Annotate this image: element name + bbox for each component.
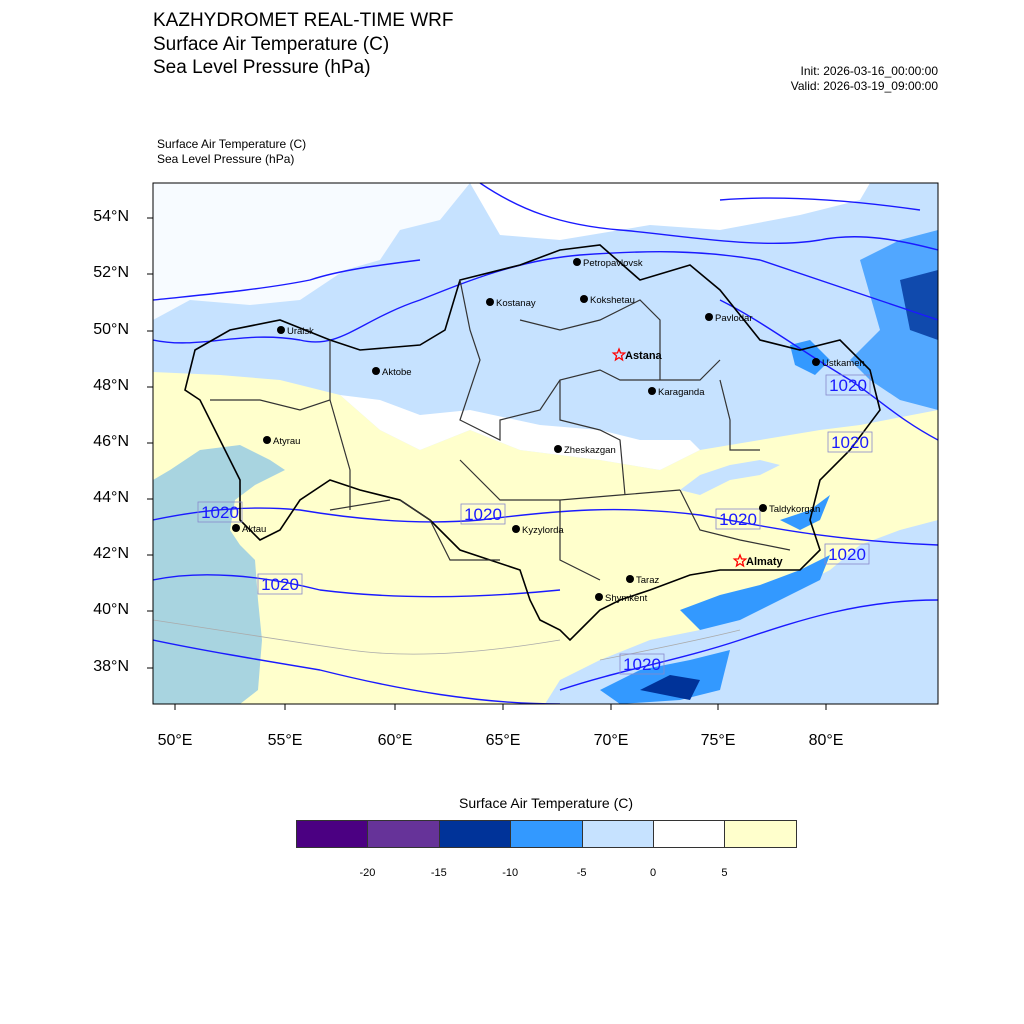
longitude-label: 55°E	[267, 732, 303, 749]
isobar-label	[198, 502, 242, 522]
colorbar-tick-label: -20	[359, 867, 376, 879]
figure-title: KAZHYDROMET REAL-TIME WRF	[153, 10, 454, 31]
city-marker-zheskazgan	[554, 445, 616, 456]
subtitle-pressure: Sea Level Pressure (hPa)	[157, 152, 295, 166]
svg-text:Astana: Astana	[625, 350, 662, 362]
svg-text:Atyrau: Atyrau	[273, 436, 301, 447]
colorbar-tick-label: 0	[649, 867, 657, 879]
svg-text:Aktobe: Aktobe	[382, 367, 412, 378]
colorbar-bin	[582, 820, 654, 848]
svg-text:Zheskazgan: Zheskazgan	[564, 445, 616, 456]
colorbar-tick-label: -5	[576, 867, 587, 879]
svg-text:Taldykorgan: Taldykorgan	[769, 504, 821, 515]
colorbar-tick-label: -10	[502, 867, 519, 879]
svg-text:1020: 1020	[828, 545, 866, 564]
longitude-label: 65°E	[485, 732, 521, 749]
svg-text:Taraz: Taraz	[636, 575, 660, 586]
city-marker-taldykorgan	[759, 504, 820, 515]
init-time: Init: 2026-03-16_00:00:00	[800, 64, 938, 78]
isobar-label	[461, 504, 505, 524]
svg-text:Shymkent: Shymkent	[605, 593, 648, 604]
svg-text:1020: 1020	[829, 376, 867, 395]
isobar-label	[825, 544, 869, 564]
valid-time: Valid: 2026-03-19_09:00:00	[790, 79, 938, 93]
longitude-label: 70°E	[593, 732, 629, 749]
latitude-label: 50°N	[93, 321, 129, 338]
longitude-label: 80°E	[808, 732, 844, 749]
latitude-label: 42°N	[93, 545, 129, 562]
latitude-label: 40°N	[93, 601, 129, 618]
colorbar-bin	[510, 820, 582, 848]
colorbar-tick-label: 5	[721, 867, 728, 879]
isobar-label	[258, 574, 302, 594]
svg-text:Pavlodar: Pavlodar	[715, 313, 753, 324]
latitude-label: 46°N	[93, 433, 129, 450]
city-marker-petropavlovsk	[573, 258, 643, 269]
longitude-label: 75°E	[700, 732, 736, 749]
svg-text:1020: 1020	[464, 505, 502, 524]
subtitle-temperature: Surface Air Temperature (C)	[157, 137, 307, 151]
colorbar-bin	[439, 820, 511, 848]
svg-text:Uralsk: Uralsk	[287, 326, 314, 337]
isobar-label	[826, 375, 870, 395]
svg-text:Ustkamen: Ustkamen	[822, 358, 865, 369]
svg-text:Petropavlovsk: Petropavlovsk	[583, 258, 643, 269]
svg-text:Karaganda: Karaganda	[658, 387, 705, 398]
svg-text:Kostanay: Kostanay	[496, 298, 536, 309]
svg-text:Aktau: Aktau	[242, 524, 267, 535]
svg-text:Almaty: Almaty	[746, 556, 783, 568]
isobar-label	[828, 432, 872, 452]
colorbar-title: Surface Air Temperature (C)	[458, 795, 634, 811]
colorbar-tick-label: -15	[430, 867, 447, 879]
latitude-label: 44°N	[93, 489, 129, 506]
longitude-label: 50°E	[157, 732, 193, 749]
latitude-label: 48°N	[93, 377, 129, 394]
svg-text:1020: 1020	[261, 575, 299, 594]
svg-text:1020: 1020	[201, 503, 239, 522]
colorbar-bin	[367, 820, 439, 848]
colorbar-bin	[653, 820, 725, 848]
latitude-label: 52°N	[93, 264, 129, 281]
colorbar-bin	[296, 820, 368, 848]
svg-text:1020: 1020	[623, 655, 661, 674]
svg-text:1020: 1020	[719, 510, 757, 529]
figure-title-temperature: Surface Air Temperature (C)	[153, 34, 390, 55]
svg-text:Kyzylorda: Kyzylorda	[522, 525, 564, 536]
colorbar-bin	[724, 820, 796, 848]
svg-text:1020: 1020	[831, 433, 869, 452]
latitude-label: 38°N	[93, 658, 129, 675]
isobar-label	[620, 654, 664, 674]
isobar-label	[716, 509, 760, 529]
latitude-label: 54°N	[93, 208, 129, 225]
longitude-label: 60°E	[377, 732, 413, 749]
svg-text:Kokshetau: Kokshetau	[590, 295, 635, 306]
figure-title-pressure: Sea Level Pressure (hPa)	[153, 57, 371, 78]
